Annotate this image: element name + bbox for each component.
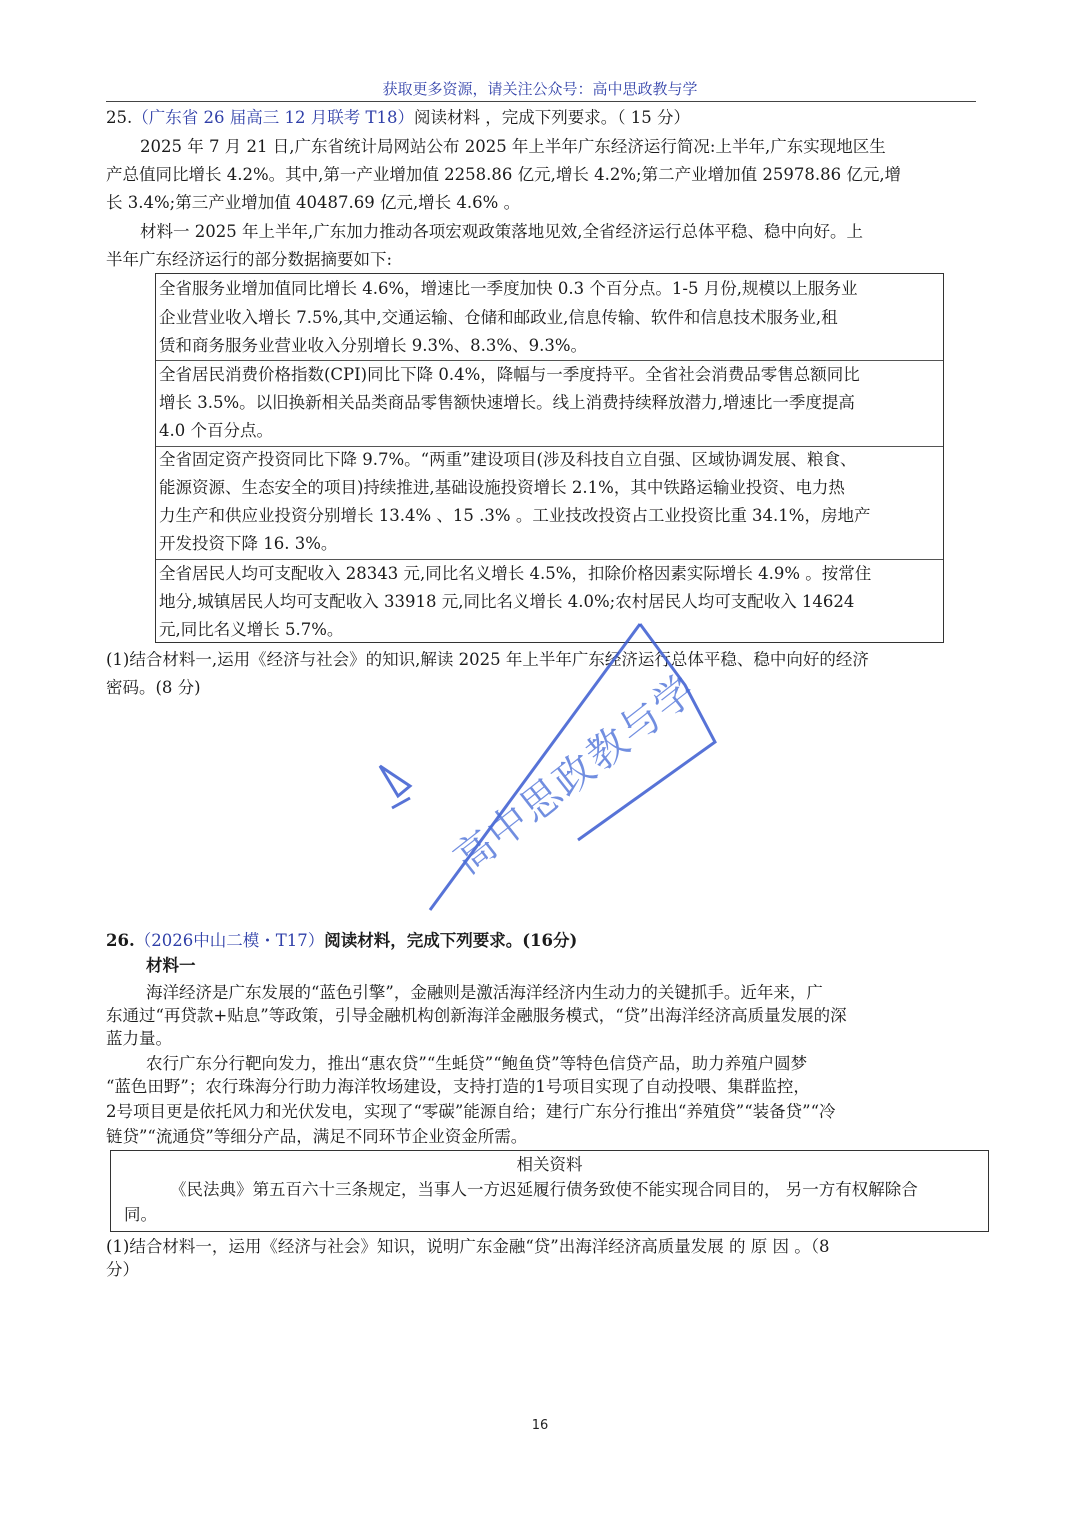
q26-box-line: 同。	[124, 1205, 157, 1224]
q25-intro-line: 产总值同比增长 4.2%。其中,第一产业增加值 2258.86 亿元,增长 4.2%;第二产业增加值 25978.86 亿元,增	[106, 165, 902, 184]
q25-question-line: 密码。(8 分)	[106, 678, 201, 697]
table-row-divider	[156, 446, 943, 447]
q26-heading	[106, 931, 577, 951]
watermark-text: 高中思政教与学	[445, 666, 706, 884]
table-row-line: 元,同比名义增长 5.7%。	[159, 620, 344, 639]
table-row-line: 地分,城镇居民人均可支配收入 33918 元,同比名义增长 4.0%;农村居民人均可支配收入 14624	[159, 592, 855, 611]
table-row-line: 赁和商务服务业营业收入分别增长 9.3%、8.3%、9.3%。	[159, 336, 588, 355]
table-row-line: 能源资源、生态安全的项目)持续推进,基础设施投资增长 2.1%，其中铁路运输业投资、电力热	[159, 478, 845, 497]
q25-instruction: 阅读材料 ，完成下列要求。（ 15 分）	[413, 108, 690, 127]
table-row-line: 增长 3.5%。以旧换新相关品类商品零售额快速增长。线上消费持续释放潜力,增速比一季度提高	[159, 393, 855, 412]
q25-intro-line: 2025 年 7 月 21 日,广东省统计局网站公布 2025 年上半年广东经济运行简况:上半年,广东实现地区生	[140, 137, 886, 156]
table-row-line: 全省居民人均可支配收入 28343 元,同比名义增长 4.5%，扣除价格因素实际增长 4.9% 。按常住	[159, 564, 872, 583]
table-row-line: 开发投资下降 16. 3%。	[159, 534, 338, 553]
table-row-line: 全省服务业增加值同比增长 4.6%，增速比一季度加快 0.3 个百分点。1-5 月份,规模以上服务业	[159, 279, 858, 298]
q26-question-line: 分）	[106, 1260, 139, 1279]
q26-para2-line: “蓝色田野”；农行珠海分行助力海洋牧场建设，支持打造的1号项目实现了自动投喂、集群监控，	[106, 1077, 810, 1096]
q26-para1-line: 蓝力量。	[106, 1029, 172, 1048]
q25-material1-line: 半年广东经济运行的部分数据摘要如下:	[106, 250, 393, 269]
q26-box-line: 《民法典》第五百六十三条规定，当事人一方迟延履行债务致使不能实现合同目的， 另一方有权解除合	[170, 1180, 918, 1199]
table-row-line: 4.0 个百分点。	[159, 421, 273, 440]
table-row-line: 全省固定资产投资同比下降 9.7%。“两重”建设项目(涉及科技自立自强、区域协调发展、粮食、	[159, 450, 857, 469]
q25-number: 25.	[106, 108, 133, 127]
q26-para1-line: 海洋经济是广东发展的“蓝色引擎”，金融则是激活海洋经济内生动力的关键抓手。近年来，广	[146, 983, 823, 1002]
q26-para2-line: 2号项目更是依托风力和光伏发电，实现了“零碳”能源自给；建行广东分行推出“养殖贷”“装备贷”“冷	[106, 1102, 836, 1121]
q26-para2-line: 农行广东分行靶向发力，推出“惠农贷”“生蚝贷”“鲍鱼贷”等特色信贷产品，助力养殖户圆梦	[146, 1054, 808, 1073]
q25-question-line: (1)结合材料一,运用《经济与社会》的知识,解读 2025 年上半年广东经济运行总体平稳、稳中向好的经济	[106, 650, 869, 669]
q25-heading	[106, 108, 690, 128]
q26-para1-line: 东通过“再贷款+贴息”等政策，引导金融机构创新海洋金融服务模式，“贷”出海洋经济高质量发展的深	[106, 1006, 847, 1025]
q26-number: 26.	[106, 931, 135, 950]
header-divider	[106, 101, 976, 102]
table-row-divider	[156, 559, 943, 560]
q26-material-label: 材料一	[146, 956, 196, 975]
table-row-line: 全省居民消费价格指数(CPI)同比下降 0.4%，降幅与一季度持平。全省社会消费品零售总额同比	[159, 365, 860, 384]
table-row-line: 力生产和供应业投资分别增长 13.4% 、15 .3% 。工业技改投资占工业投资比重 34.1%，房地产	[159, 506, 871, 525]
q26-question-line: (1)结合材料一，运用《经济与社会》知识，说明广东金融“贷”出海洋经济高质量发展 的 原 因 。（8	[106, 1237, 830, 1256]
q25-source: （广东省 26 届高三 12 月联考 T18）	[132, 108, 414, 127]
page-header: 获取更多资源，请关注公众号：高中思政教与学	[382, 80, 698, 98]
table-row-divider	[156, 360, 943, 361]
q26-para2-line: 链贷”“流通贷”等细分产品，满足不同环节企业资金所需。	[106, 1127, 528, 1146]
q25-material1-line: 材料一 2025 年上半年,广东加力推动各项宏观政策落地见效,全省经济运行总体平稳、稳中向好。上	[140, 222, 863, 241]
table-row-line: 企业营业收入增长 7.5%,其中,交通运输、仓储和邮政业,信息传输、软件和信息技术服务业,租	[159, 308, 838, 327]
page-number: 16	[531, 1418, 549, 1433]
q26-box-title: 相关资料	[516, 1155, 583, 1174]
q25-intro-line: 长 3.4%;第三产业增加值 40487.69 亿元,增长 4.6% 。	[106, 193, 521, 212]
q26-source: （2026中山二模・T17）	[134, 931, 325, 950]
q26-instruction: 阅读材料，完成下列要求。(16分)	[324, 931, 578, 950]
